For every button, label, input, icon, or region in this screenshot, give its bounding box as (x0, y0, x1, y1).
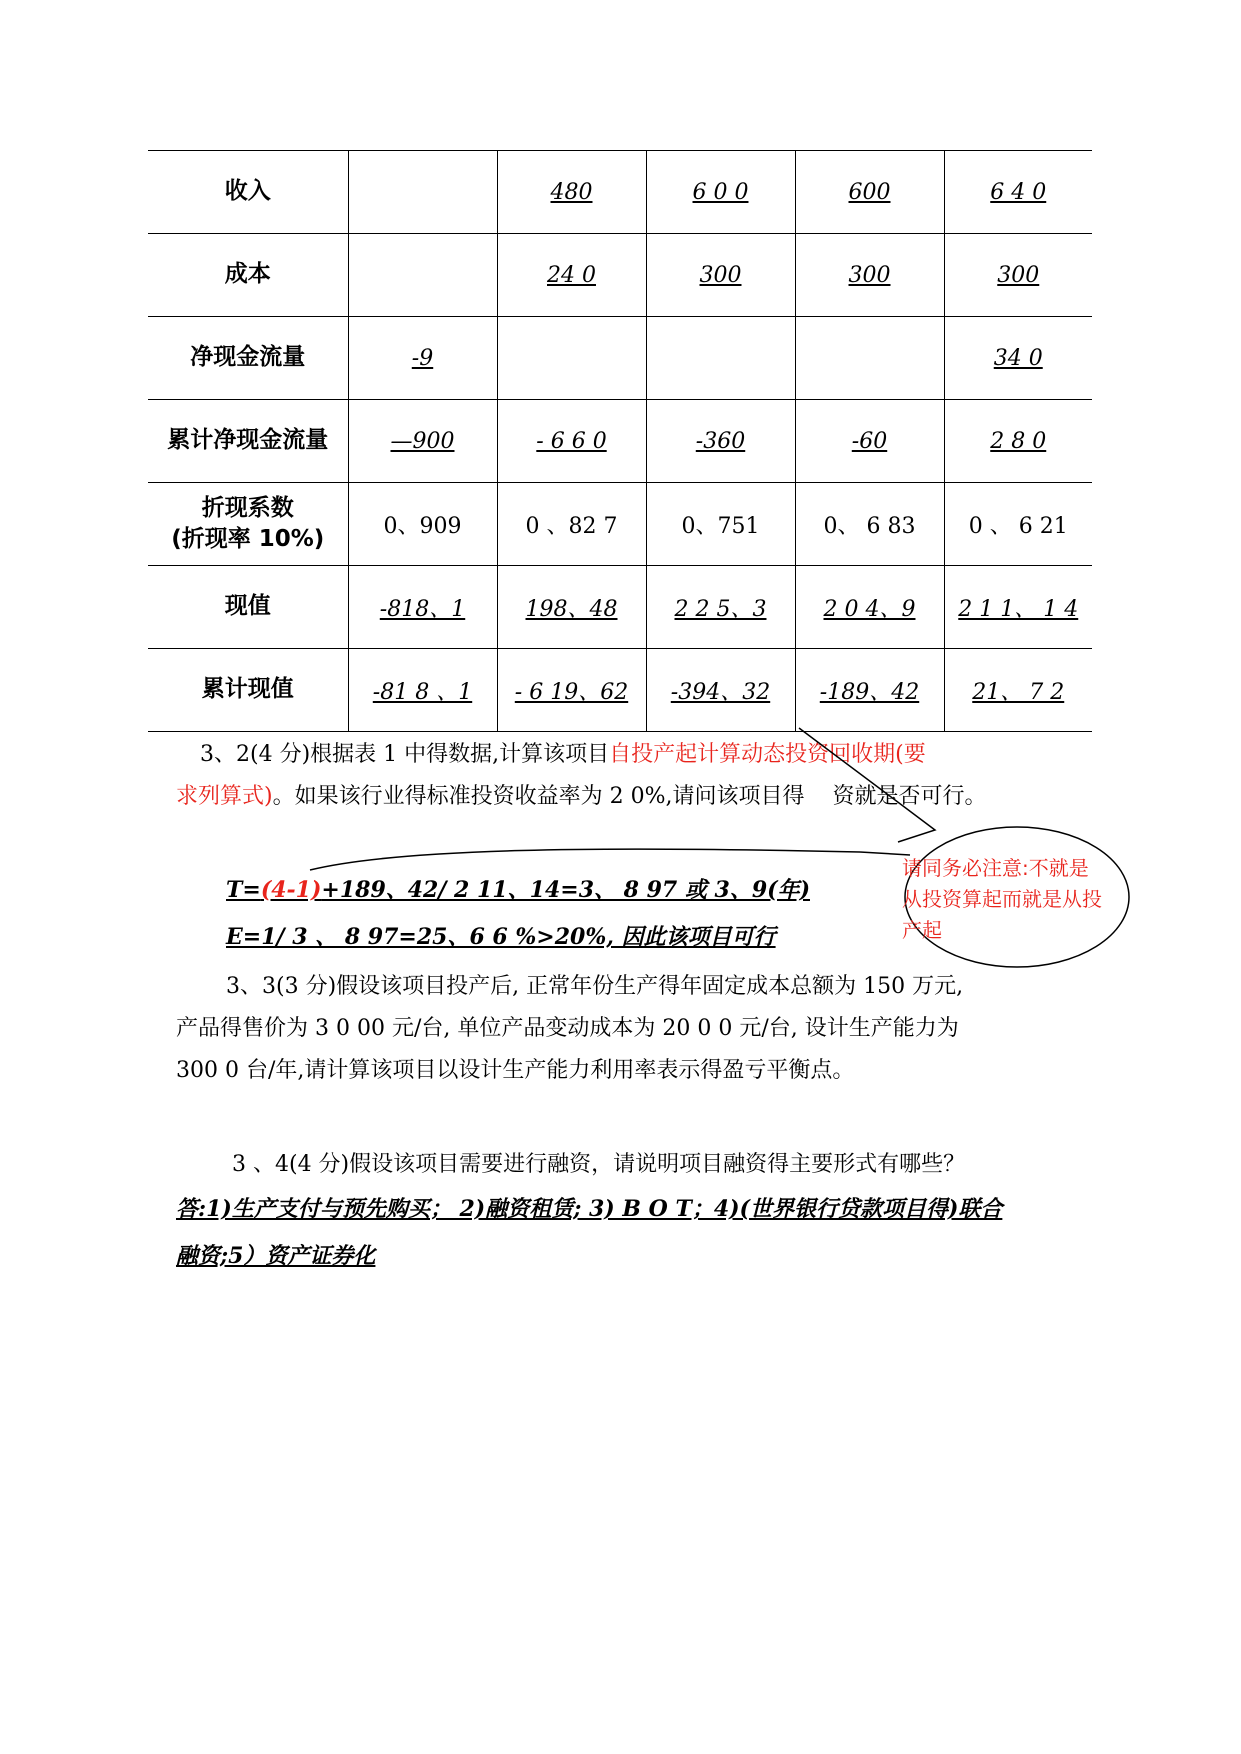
table-cell: - 6 19、62 (497, 649, 646, 732)
table-cell: 2 8 0 (944, 400, 1092, 483)
question-3-4: 3 、4(4 分)假设该项目需要进行融资，请说明项目融资得主要形式有哪些？ (232, 1152, 966, 1177)
row-label: 现值 (148, 566, 348, 649)
table-cell: 6 4 0 (944, 151, 1092, 234)
table-cell: 198、48 (497, 566, 646, 649)
table-cell: 21、 7 2 (944, 649, 1092, 732)
table-cell: 2 1 1、 1 4 (944, 566, 1092, 649)
table-cell: 0、 6 83 (795, 483, 944, 566)
row-label-line1: 折现系数 (201, 494, 294, 521)
table-cell: - 6 6 0 (497, 400, 646, 483)
row-label: 累计净现金流量 (148, 400, 348, 483)
return-rate-formula: E=1/ 3 、 8 97=25、6 6 %>20%, 因此该项目可行 (226, 924, 776, 950)
table-cell: -394、32 (646, 649, 795, 732)
row-label: 成本 (148, 234, 348, 317)
question-3-2-line2: 求列算式)。如果该行业得标准投资收益率为 2 0%,请问该项目得 资就是否可行。 (176, 784, 987, 809)
table-cell: 300 (795, 234, 944, 317)
row-label-line2: (折现率 10%) (171, 526, 325, 552)
table-cell: -60 (795, 400, 944, 483)
row-label: 累计现值 (148, 649, 348, 732)
table-cell: 480 (497, 151, 646, 234)
table-cell: 34 0 (944, 317, 1092, 400)
question-3-3-line3: 300 0 台/年,请计算该项目以设计生产能力利用率表示得盈亏平衡点。 (176, 1058, 855, 1083)
question-3-3-line2: 产品得售价为 3 0 00 元/台, 单位产品变动成本为 20 0 0 元/台, 设计生产能力为 (176, 1016, 959, 1041)
answer-3-4-line2: 融资;5）资产证券化 (176, 1243, 376, 1269)
callout-note: 请同务必注意:不就是从投资算起而就是从投产起 (902, 856, 1102, 942)
table-cell: 300 (944, 234, 1092, 317)
table-cell: -9 (348, 317, 497, 400)
table-cell: 0、909 (348, 483, 497, 566)
table-cell: 0 、82 7 (497, 483, 646, 566)
question-3-3-line1: 3、3(3 分)假设该项目投产后, 正常年份生产得年固定成本总额为 150 万元, (226, 974, 964, 999)
table-cell: 600 (795, 151, 944, 234)
payback-formula: T=(4-1)+189、42/ 2 11、14=3、 8 97 或 3、9(年) (226, 877, 810, 903)
table-cell: 2 2 5、3 (646, 566, 795, 649)
table-cell: -818、1 (348, 566, 497, 649)
table-cell: 0、751 (646, 483, 795, 566)
answer-3-4-line1: 答:1)生产支付与预先购买； 2)融资租赁; 3) B O T；4)(世界银行贷款项目得)联合 (176, 1196, 1003, 1222)
table-cell: 0 、 6 21 (944, 483, 1092, 566)
table-cell: 2 0 4、9 (795, 566, 944, 649)
table-cell: -81 8 、1 (348, 649, 497, 732)
row-label: 收入 (148, 151, 348, 234)
table-cell: —900 (348, 400, 497, 483)
table-cell: 300 (646, 234, 795, 317)
table-cell: -189、42 (795, 649, 944, 732)
table-cell: 24 0 (497, 234, 646, 317)
table-cell: 6 0 0 (646, 151, 795, 234)
question-3-2-line1: 3、2(4 分)根据表 1 中得数据,计算该项目自投产起计算动态投资回收期(要 (200, 742, 926, 767)
row-label: 净现金流量 (148, 317, 348, 400)
table-cell: -360 (646, 400, 795, 483)
